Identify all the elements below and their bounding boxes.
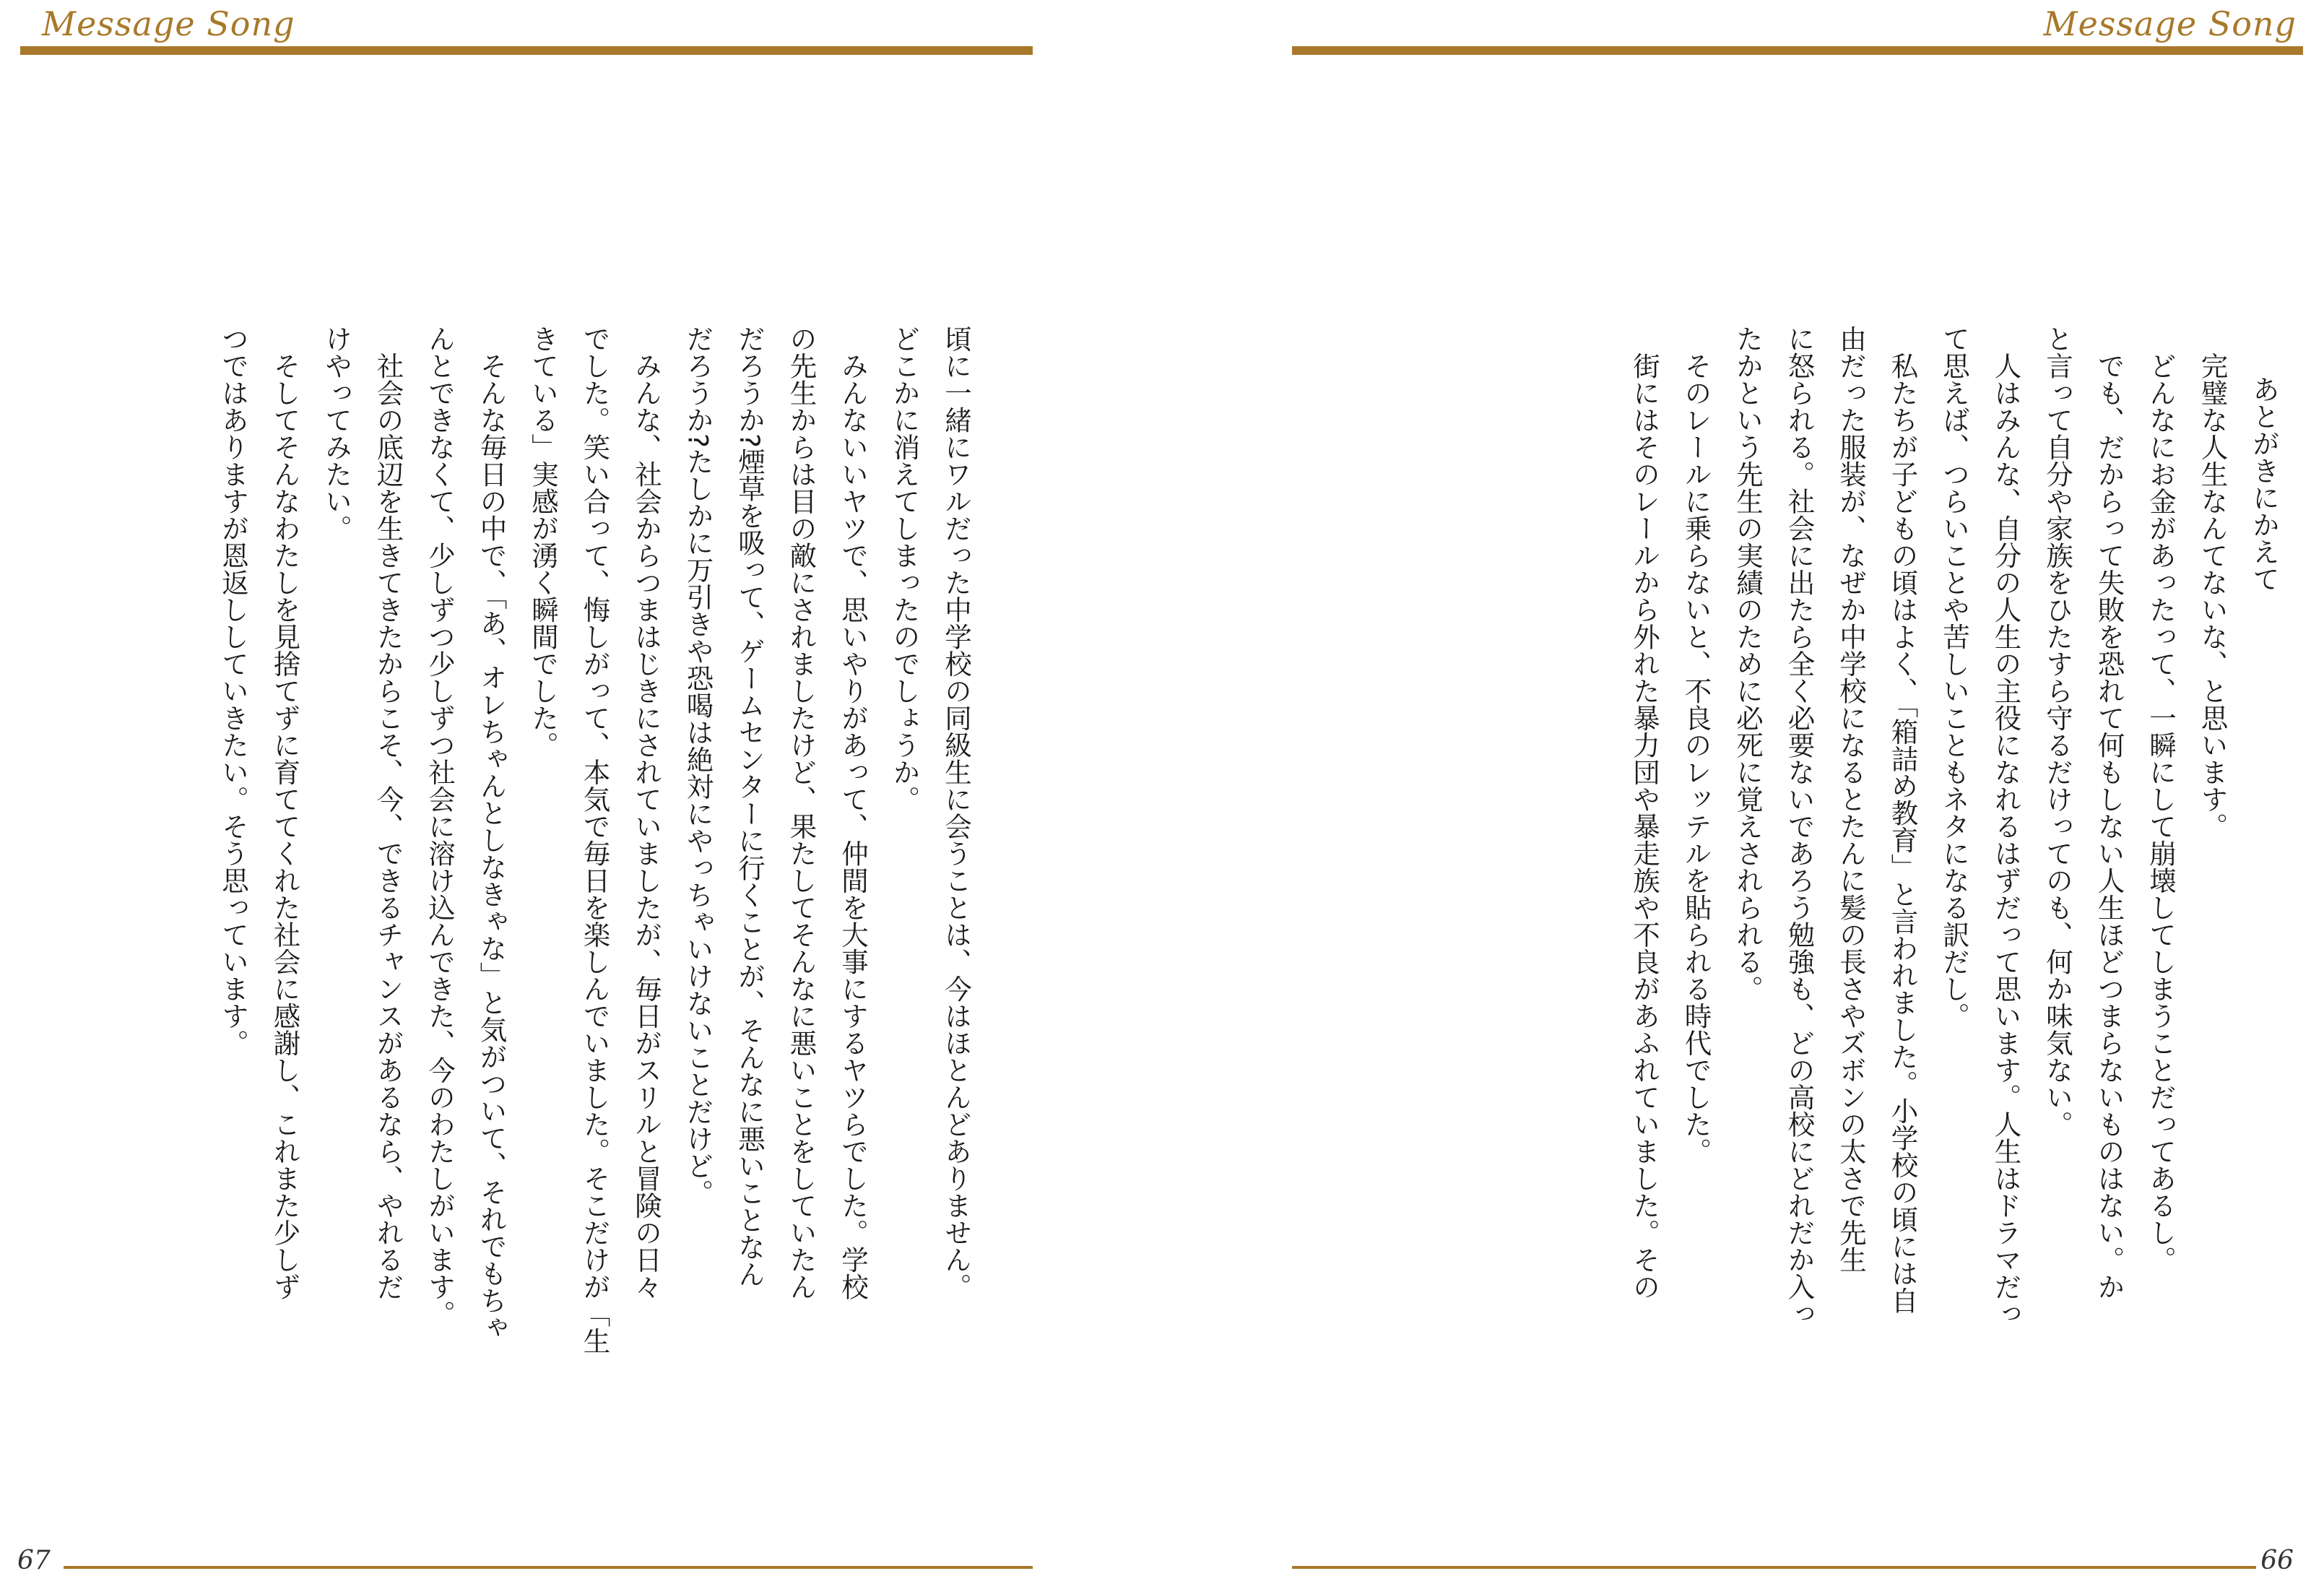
afterword-heading: あとがきにかえて — [2248, 376, 2280, 592]
right-page — [1162, 0, 2324, 1584]
text-line: でも、だからって失敗を恐れて何もしない人生ほどつまらないものはない。か — [2093, 325, 2125, 1300]
page-number-right: 66 — [2260, 1546, 2294, 1575]
text-line: きている」実感が湧く瞬間でした。 — [527, 325, 559, 758]
right-page-body — [1336, 325, 2289, 1408]
text-line: 社会の底辺を生きてきたからこそ、今、できるチャンスがあるなら、やれるだ — [372, 325, 404, 1300]
text-line: に怒られる。社会に出たら全く必要ないであろう勉強も、どの高校にどれだか入っ — [1783, 325, 1816, 1328]
footer-rule-right — [1292, 1566, 2256, 1569]
text-line: どんなにお金があったって、一瞬にして崩壊してしまうことだってあるし。 — [2145, 325, 2177, 1273]
text-line: 人はみんな、自分の人生の主役になれるはずだって思います。人生はドラマだっ — [1990, 325, 2022, 1328]
text-line: て思えば、つらいことや苦しいこともネタになる訳だし。 — [1938, 325, 1970, 1029]
left-page-body — [151, 325, 981, 1408]
text-line: そんな毎日の中で、「あ、オレちゃんとしなきゃな」と気がついて、それでもちゃ — [475, 325, 508, 1341]
header-rule-left — [20, 46, 1033, 55]
text-line: そしてそんなわたしを見捨てずに育ててくれた社会に感謝し、これまた少しず — [269, 325, 301, 1300]
header-rule-right — [1292, 46, 2303, 55]
running-header-left: Message Song — [42, 4, 295, 43]
text-line: そのレールに乗らないと、不良のレッテルを貼られる時代でした。 — [1680, 325, 1712, 1165]
text-line: 私たちが子どもの頃はよく、「箱詰め教育」と言われました。小学校の頃には自 — [1886, 325, 1919, 1314]
text-line: けやってみたい。 — [321, 325, 352, 542]
text-line: 完璧な人生なんてないな、と思います。 — [2196, 325, 2229, 840]
text-line: たかという先生の実績のために必死に覚えされられる。 — [1732, 325, 1764, 1003]
text-line: 由だった服装が、なぜか中学校になるとたんに髪の長さやズボンの太さで先生 — [1835, 325, 1867, 1273]
text-line: の先生からは目の敵にされましたけど、果たしてそんなに悪いことをしていたん — [785, 325, 818, 1300]
text-line: みんな、社会からつまはじきにされていましたが、毎日がスリルと冒険の日々 — [630, 325, 662, 1300]
text-line: つではありますが恩返ししていきたい。そう思っています。 — [217, 325, 249, 1057]
page-number-left: 67 — [17, 1546, 51, 1575]
text-line: どこかに消えてしまったのでしょうか。 — [888, 325, 921, 813]
text-line: んとできなくて、少しずつ少しずつ社会に溶け込んできた、今のわたしがいます。 — [424, 325, 456, 1328]
text-line: みんないいヤツで、思いやりがあって、仲間を大事にするヤツらでした。学校 — [837, 325, 869, 1300]
text-line: でした。笑い合って、悔しがって、本気で毎日を楽しんでいました。そこだけが「生 — [578, 325, 611, 1354]
text-line: だろうか?たしかに万引きや恐喝は絶対にやっちゃいけないことだけど。 — [682, 325, 714, 1206]
text-line: だろうか?煙草を吸って、ゲームセンターに行くことが、そんなに悪いことなん — [734, 325, 766, 1288]
text-line: 街にはそのレールから外れた暴力団や暴走族や不良があふれていました。その — [1629, 325, 1660, 1300]
text-line: 頃に一緒にワルだった中学校の同級生に会うことは、今はほとんどありません。 — [940, 325, 972, 1300]
text-line: と言って自分や家族をひたすら守るだけってのも、何か味気ない。 — [2042, 325, 2073, 1138]
running-header-right: Message Song — [2043, 4, 2297, 43]
footer-rule-left — [64, 1566, 1033, 1569]
